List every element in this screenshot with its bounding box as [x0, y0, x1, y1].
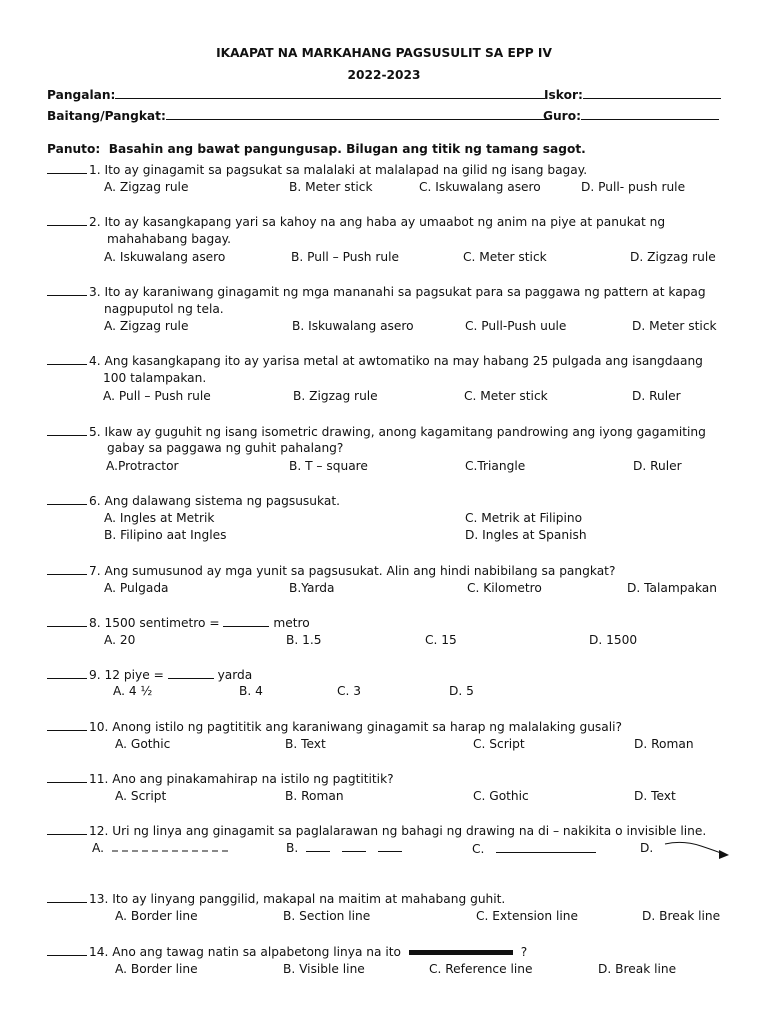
choice-3c: C. Pull-Push uule	[465, 319, 567, 333]
question-9	[47, 666, 252, 683]
question-text: 4. Ang kasangkapang ito ay yarisa metal at awtomatiko na may habang 25 pulgada ang isangdaang	[89, 354, 703, 368]
choice-8a: A. 20	[104, 633, 136, 647]
choice-7d: D. Talampakan	[627, 581, 717, 595]
answer-blank	[47, 943, 87, 956]
choice-13c: C. Extension line	[476, 909, 578, 923]
question-text: 2. Ito ay kasangkapang yari sa kahoy na ang haba ay umaabot ng anim na piye at panukat ng	[89, 215, 666, 229]
teacher-label: Guro:	[543, 109, 581, 123]
question-text: 6. Ang dalawang sistema ng pagsusukat.	[89, 494, 340, 508]
choice-7c: C. Kilometro	[467, 581, 542, 595]
choice-6b: B. Filipino aat Ingles	[104, 528, 227, 542]
choice-letter: D.	[640, 841, 654, 855]
question-2	[47, 213, 665, 230]
line-segment	[342, 840, 366, 852]
question-text-unit: metro	[273, 616, 310, 630]
choice-11a: A. Script	[115, 789, 167, 803]
question-text: 1. Ito ay ginagamit sa pagsukat sa malalaki at malalapad na gilid ng isang bagay.	[89, 163, 588, 177]
choice-2b: B. Pull – Push rule	[291, 250, 400, 264]
question-text: 7. Ang sumusunod ay mga yunit sa pagsusukat. Alin ang hindi nabibilang sa pangkat?	[89, 564, 616, 578]
choice-3d: D. Meter stick	[632, 319, 717, 333]
question-text: 13. Ito ay linyang panggilid, makapal na maitim at mahabang guhit.	[89, 892, 506, 906]
choice-10a: A. Gothic	[115, 737, 171, 751]
answer-blank	[47, 770, 87, 783]
question-mark: ?	[520, 945, 528, 959]
choice-12b	[286, 840, 414, 856]
choice-2a: A. Iskuwalang asero	[104, 250, 226, 264]
question-14	[47, 943, 527, 960]
choice-letter: C.	[472, 842, 485, 856]
choice-13b: B. Section line	[283, 909, 371, 923]
line-segment	[306, 840, 330, 852]
choice-14a: A. Border line	[115, 962, 198, 976]
choice-10c: C. Script	[473, 737, 525, 751]
question-11	[47, 770, 394, 787]
choice-13d: D. Break line	[642, 909, 721, 923]
question-2-continuation: mahahabang bagay.	[107, 232, 232, 246]
question-text: 9. 12 piye =	[89, 668, 164, 682]
choice-4a: A. Pull – Push rule	[103, 389, 211, 403]
choice-11c: C. Gothic	[473, 789, 529, 803]
answer-blank	[47, 718, 87, 731]
choice-12c	[472, 840, 596, 857]
grade-blank	[166, 107, 549, 120]
solid-line-sample	[496, 840, 596, 853]
question-text: 5. Ikaw ay guguhit ng isang isometric drawing, anong kagamitang pandrowing ang iyong gagamiting	[89, 425, 706, 439]
thick-line-sample	[409, 950, 513, 955]
choice-11b: B. Roman	[285, 789, 344, 803]
teacher-field-row	[543, 107, 719, 124]
choice-1a: A. Zigzag rule	[104, 180, 189, 194]
question-12	[47, 822, 706, 839]
choice-10b: B. Text	[285, 737, 326, 751]
choice-2c: C. Meter stick	[463, 250, 547, 264]
answer-blank	[47, 423, 87, 436]
choice-7a: A. Pulgada	[104, 581, 169, 595]
choice-13a: A. Border line	[115, 909, 198, 923]
question-text: 3. Ito ay karaniwang ginagamit ng mga mananahi sa pagsukat para sa paggawa ng pattern at kapag	[89, 285, 706, 299]
choice-9c: C. 3	[337, 684, 362, 698]
choice-8b: B. 1.5	[286, 633, 322, 647]
score-blank	[583, 86, 721, 99]
name-blank	[115, 86, 545, 99]
choice-3a: A. Zigzag rule	[104, 319, 189, 333]
question-text: 11. Ano ang pinakamahirap na istilo ng pagtititik?	[89, 772, 394, 786]
grade-field-row	[47, 107, 549, 124]
choice-letter: B.	[286, 841, 299, 855]
answer-blank	[47, 666, 87, 679]
break-line-arrow-sample	[663, 838, 733, 864]
instructions-label: Panuto:	[47, 142, 101, 156]
choice-6d: D. Ingles at Spanish	[465, 528, 587, 542]
choice-7b: B.Yarda	[289, 581, 335, 595]
choice-4c: C. Meter stick	[464, 389, 548, 403]
answer-blank	[47, 562, 87, 575]
name-field-row	[47, 86, 545, 103]
choice-1d: D. Pull- push rule	[581, 180, 686, 194]
choice-14c: C. Reference line	[429, 962, 533, 976]
choice-3b: B. Iskuwalang asero	[292, 319, 414, 333]
answer-blank	[47, 161, 87, 174]
school-year: 2022-2023	[347, 68, 421, 82]
question-13	[47, 890, 505, 907]
fill-in-blank	[223, 614, 269, 627]
choice-6c: C. Metrik at Filipino	[465, 511, 583, 525]
choice-9b: B. 4	[239, 684, 263, 698]
choice-letter: A.	[92, 841, 104, 855]
choice-9a: A. 4 ½	[113, 684, 153, 698]
question-4-continuation: 100 talampakan.	[103, 371, 207, 385]
question-10	[47, 718, 622, 735]
answer-blank	[47, 213, 87, 226]
teacher-blank	[581, 107, 719, 120]
score-label: Iskor:	[544, 88, 583, 102]
hidden-line-sample	[112, 842, 230, 852]
choice-5c: C.Triangle	[465, 459, 526, 473]
choice-4b: B. Zigzag rule	[293, 389, 378, 403]
choice-6a: A. Ingles at Metrik	[104, 511, 215, 525]
instructions	[47, 141, 586, 157]
question-text: 8. 1500 sentimetro =	[89, 616, 220, 630]
choice-12d	[640, 840, 733, 864]
question-text: 10. Anong istilo ng pagtititik ang karaniwang ginagamit sa harap ng malalaking gusali?	[89, 720, 622, 734]
question-7	[47, 562, 615, 579]
exam-title: IKAAPAT NA MARKAHANG PAGSUSULIT SA EPP IV	[216, 46, 552, 60]
answer-blank	[47, 614, 87, 627]
answer-blank	[47, 492, 87, 505]
line-segment	[378, 840, 402, 852]
choice-8d: D. 1500	[589, 633, 638, 647]
choice-4d: D. Ruler	[632, 389, 681, 403]
question-text-unit: yarda	[217, 668, 253, 682]
question-4	[47, 352, 703, 369]
question-text: 14. Ano ang tawag natin sa alpabetong linya na ito	[89, 945, 401, 959]
answer-blank	[47, 890, 87, 903]
choice-2d: D. Zigzag rule	[630, 250, 716, 264]
name-label: Pangalan:	[47, 88, 116, 102]
grade-label: Baitang/Pangkat:	[47, 109, 166, 123]
choice-11d: D. Text	[634, 789, 676, 803]
fill-in-blank	[168, 666, 214, 679]
choice-5d: D. Ruler	[633, 459, 682, 473]
answer-blank	[47, 352, 87, 365]
choice-8c: C. 15	[425, 633, 457, 647]
choice-5a: A.Protractor	[106, 459, 179, 473]
score-field-row	[544, 86, 721, 103]
question-3-continuation: nagpuputol ng tela.	[104, 302, 224, 316]
question-3	[47, 283, 706, 300]
choice-10d: D. Roman	[634, 737, 694, 751]
question-1	[47, 161, 587, 178]
question-5	[47, 423, 706, 440]
question-8	[47, 614, 310, 631]
choice-14b: B. Visible line	[283, 962, 365, 976]
question-6	[47, 492, 340, 509]
choice-9d: D. 5	[449, 684, 474, 698]
choice-1b: B. Meter stick	[289, 180, 373, 194]
answer-blank	[47, 283, 87, 296]
choice-1c: C. Iskuwalang asero	[419, 180, 541, 194]
instructions-text: Basahin ang bawat pangungusap. Bilugan ang titik ng tamang sagot.	[108, 142, 586, 156]
answer-blank	[47, 822, 87, 835]
choice-12a	[92, 840, 230, 856]
question-5-continuation: gabay sa paggawa ng guhit pahalang?	[107, 441, 344, 455]
choice-5b: B. T – square	[289, 459, 368, 473]
choice-14d: D. Break line	[598, 962, 677, 976]
question-text: 12. Uri ng linya ang ginagamit sa paglalarawan ng bahagi ng drawing na di – nakikita o invisible line.	[89, 824, 707, 838]
